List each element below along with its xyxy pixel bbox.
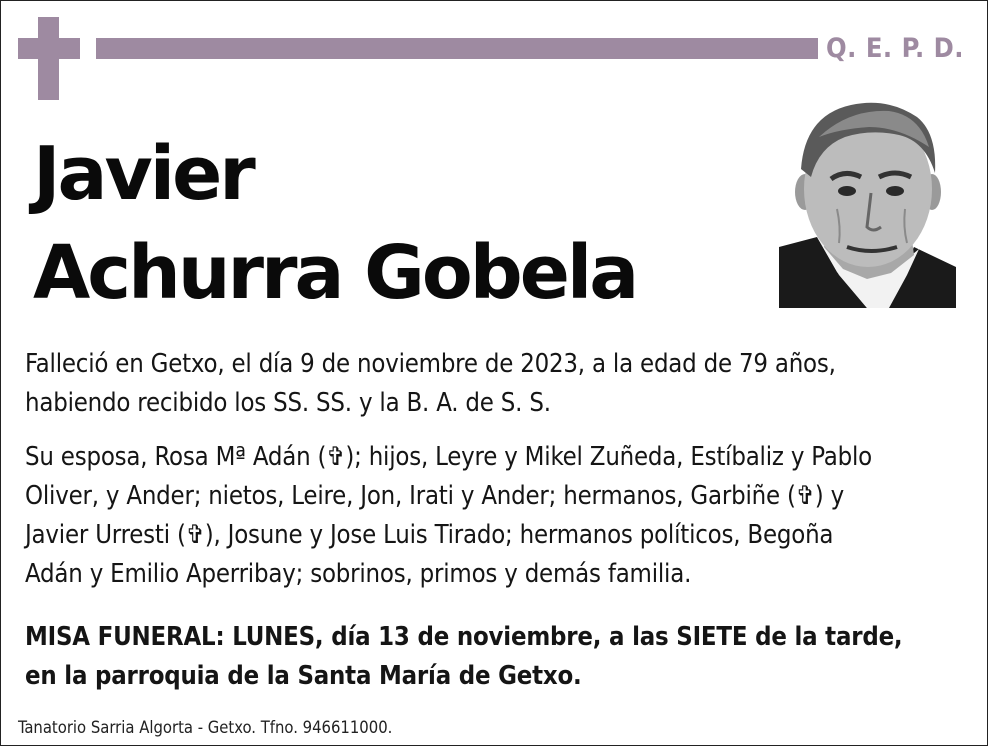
text-line: Javier Urresti (✞), Josune y Jose Luis Tirado; hermanos políticos, Begoña <box>25 520 834 550</box>
text-line: en la parroquia de la Santa María de Getxo. <box>25 661 582 691</box>
text-line: Oliver, y Ander; nietos, Leire, Jon, Irati y Ander; hermanos, Garbiñe (✞) y <box>25 481 844 511</box>
deceased-surnames: Achurra Gobela <box>33 230 637 316</box>
text-line: Falleció en Getxo, el día 9 de noviembre de 2023, a la edad de 79 años, <box>25 349 836 379</box>
family-paragraph <box>25 438 965 594</box>
qepd-label: Q. E. P. D. <box>826 33 965 64</box>
text-line: Su esposa, Rosa Mª Adán (✞); hijos, Leyre y Mikel Zuñeda, Estíbaliz y Pablo <box>25 442 873 472</box>
text-line: Adán y Emilio Aperribay; sobrinos, primos y demás familia. <box>25 559 692 589</box>
portrait-illustration <box>779 97 956 308</box>
cross-icon-horizontal <box>18 38 80 59</box>
funeral-home-footer: Tanatorio Sarria Algorta - Getxo. Tfno. 946611000. <box>18 718 393 737</box>
header-bar <box>96 38 818 59</box>
text-line: MISA FUNERAL: LUNES, día 13 de noviembre, a las SIETE de la tarde, <box>25 622 903 652</box>
portrait-photo <box>779 97 956 308</box>
death-notice-paragraph <box>25 345 965 423</box>
deceased-first-name: Javier <box>33 131 253 217</box>
funeral-mass-paragraph <box>25 618 965 696</box>
text-line: habiendo recibido los SS. SS. y la B. A. de S. S. <box>25 388 551 418</box>
